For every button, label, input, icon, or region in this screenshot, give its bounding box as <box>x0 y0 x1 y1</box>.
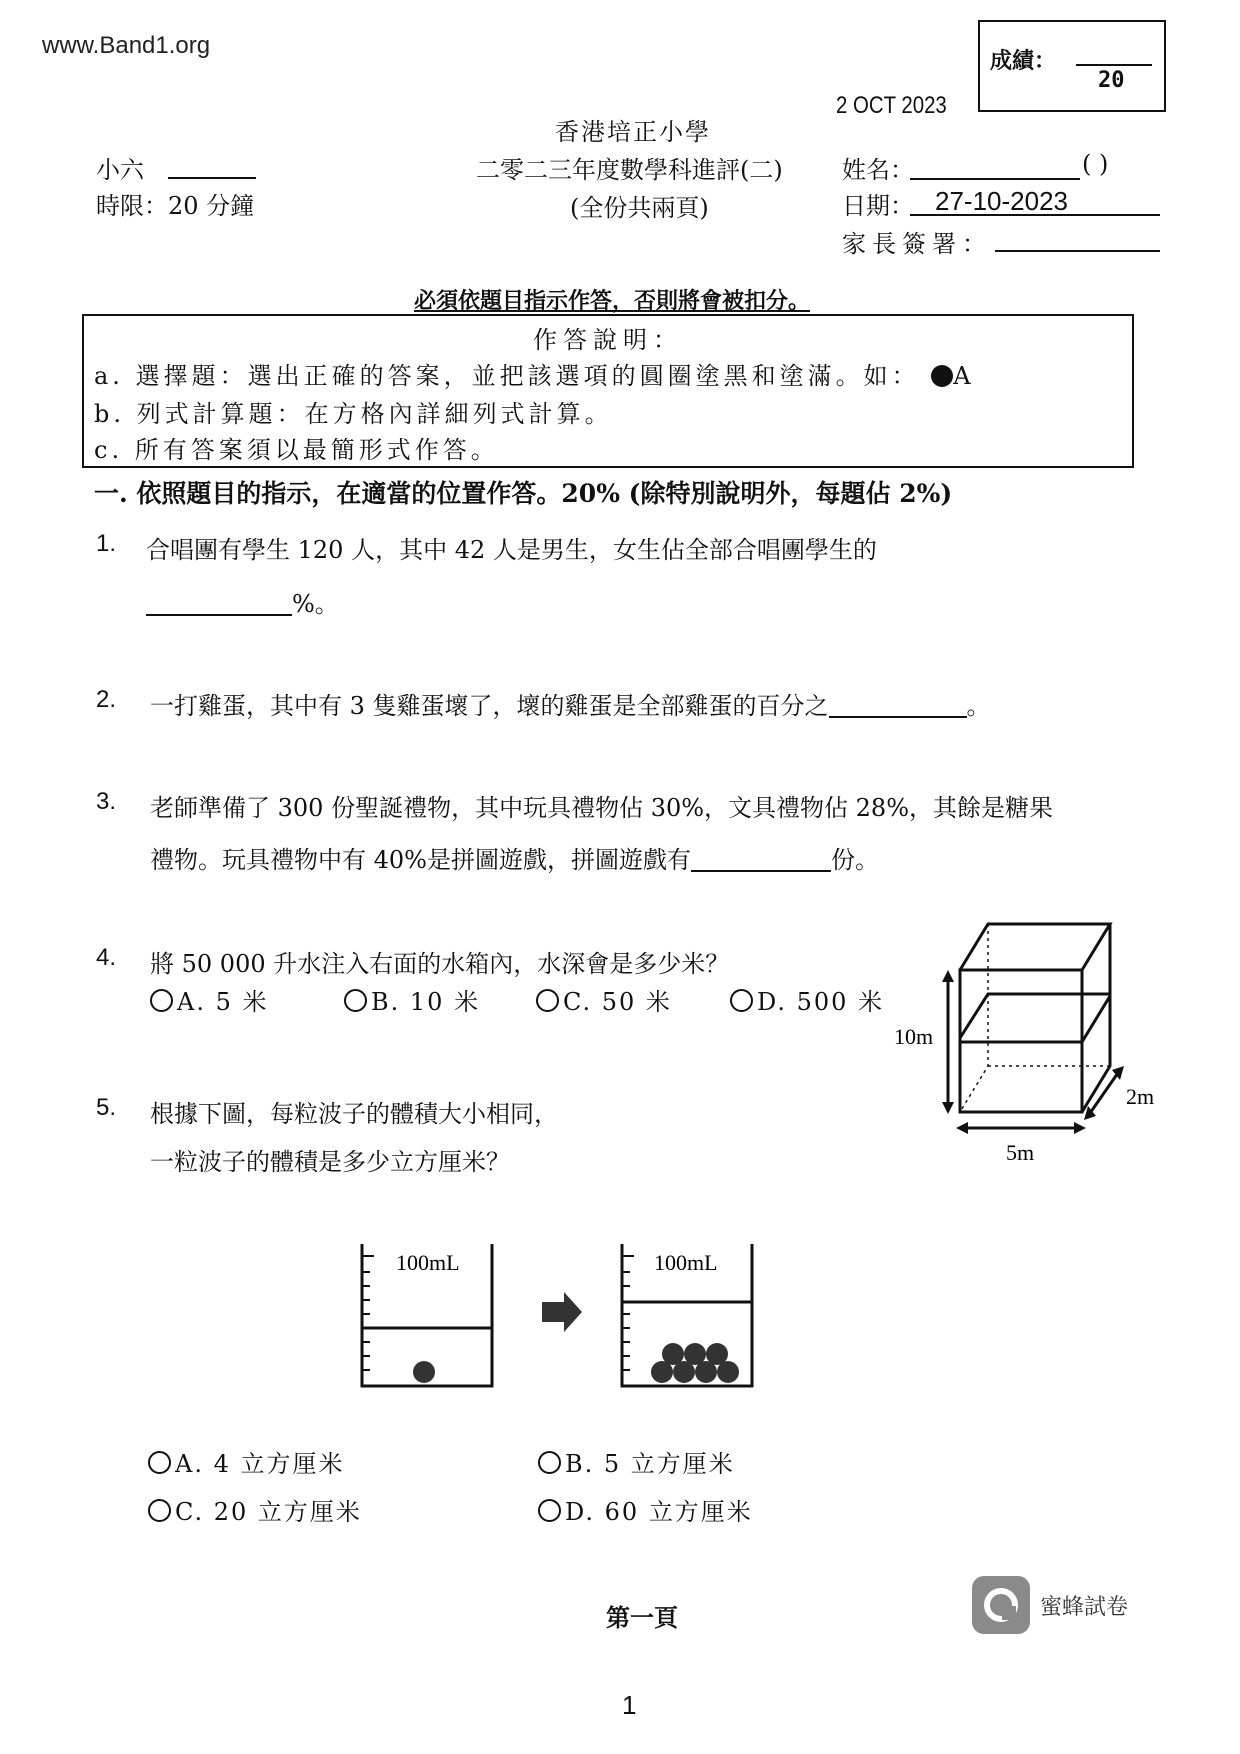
radio-circle-icon <box>150 989 173 1012</box>
grade-label: 小六 <box>96 156 144 184</box>
parent-sign-field[interactable] <box>995 250 1160 252</box>
arrow-right-icon <box>542 1292 582 1332</box>
radio-circle-icon <box>538 1499 561 1522</box>
instruction-b: b. 列式計算題：在方格內詳細列式計算。 <box>94 400 613 428</box>
q1-answer-line <box>146 584 339 619</box>
q1-number: 1. <box>96 530 117 557</box>
q2-number: 2. <box>96 686 117 713</box>
instructions-box <box>82 314 1134 468</box>
q2-suffix: 。 <box>966 692 991 720</box>
q4-option-d[interactable] <box>730 982 884 1017</box>
beaker-1-label: 100mL <box>396 1250 460 1275</box>
time-limit: 時限：20 分鐘 <box>96 192 255 220</box>
beakers-diagram <box>350 1234 770 1404</box>
q5-option-c[interactable] <box>148 1492 362 1527</box>
score-line <box>1076 64 1152 66</box>
q3-suffix: 份。 <box>830 846 879 874</box>
score-total: 20 <box>1098 68 1125 93</box>
source-url: www.Band1.org <box>42 32 211 59</box>
tank-depth-label: 2m <box>1126 1084 1155 1109</box>
q2-text: 一打雞蛋，其中有 3 隻雞蛋壞了，壞的雞蛋是全部雞蛋的百分之 <box>150 692 829 720</box>
pages-note: (全份共兩頁) <box>570 194 709 222</box>
score-box <box>978 20 1166 112</box>
q2-answer-blank[interactable] <box>829 692 967 718</box>
radio-circle-icon <box>536 989 559 1012</box>
q5-option-a-label: A. 4 立方厘米 <box>175 1450 345 1478</box>
q3-line1: 老師準備了 300 份聖誕禮物，其中玩具禮物佔 30%，文具禮物佔 28%，其餘是糖果 <box>150 794 1054 822</box>
date-value: 27-10-2023 <box>935 186 1068 216</box>
q5-number: 5. <box>96 1094 117 1121</box>
q3-number: 3. <box>96 788 117 815</box>
q2-text-line <box>150 686 991 721</box>
q4-number: 4. <box>96 944 117 971</box>
name-label: 姓名： <box>842 156 914 184</box>
q3-line2-text: 禮物。玩具禮物中有 40%是拼圖遊戲，拼圖遊戲有 <box>150 846 691 874</box>
instruction-a-text: a. 選擇題：選出正確的答案，並把該選項的圓圈塗黑和塗滿。如： <box>94 362 920 390</box>
q4-text: 將 50 000 升水注入右面的水箱內，水深會是多少米？ <box>150 950 730 978</box>
q5-line2: 一粒波子的體積是多少立方厘米？ <box>150 1148 510 1176</box>
q5-option-b-label: B. 5 立方厘米 <box>565 1450 735 1478</box>
q4-option-a[interactable] <box>150 982 269 1017</box>
brand-logo-glyph <box>972 1576 1030 1634</box>
score-label: 成績： <box>990 48 1057 74</box>
brand-logo-icon <box>972 1576 1030 1634</box>
q1-answer-blank[interactable] <box>146 590 292 616</box>
radio-circle-icon <box>148 1451 171 1474</box>
page-number: 1 <box>622 1690 637 1720</box>
q4-option-c-label: C. 50 米 <box>563 988 672 1016</box>
q5-option-a[interactable] <box>148 1444 345 1479</box>
q5-line1: 根據下圖，每粒波子的體積大小相同， <box>150 1100 558 1128</box>
radio-circle-icon <box>538 1451 561 1474</box>
q1-text: 合唱團有學生 120 人，其中 42 人是男生，女生佔全部合唱團學生的 <box>146 536 877 564</box>
warning-text: 必須依題目指示作答，否則將會被扣分。 <box>414 288 811 314</box>
brand-name: 蜜蜂試卷 <box>1040 1595 1129 1620</box>
q4-option-b[interactable] <box>344 982 480 1017</box>
radio-circle-icon <box>148 1499 171 1522</box>
name-field[interactable] <box>910 178 1080 180</box>
q5-option-d[interactable] <box>538 1492 753 1527</box>
radio-circle-icon <box>730 989 753 1012</box>
radio-circle-icon <box>344 989 367 1012</box>
class-blank[interactable] <box>168 177 256 179</box>
instruction-a <box>94 356 975 391</box>
section-heading: 一. 依照題目的指示，在適當的位置作答。20% (除特別說明外，每題佔 2%) <box>94 479 953 508</box>
beaker-2-label: 100mL <box>654 1250 718 1275</box>
q4-option-b-label: B. 10 米 <box>371 988 481 1016</box>
exam-title: 二零二三年度數學科進評(二) <box>476 156 783 184</box>
q4-option-a-label: A. 5 米 <box>177 988 269 1016</box>
q5-option-b[interactable] <box>538 1444 735 1479</box>
q4-option-d-label: D. 500 米 <box>757 988 885 1016</box>
instruction-a-example: A <box>953 362 975 390</box>
filled-circle-icon <box>931 365 953 387</box>
q3-line2 <box>150 840 879 875</box>
instruction-c: c. 所有答案須以最簡形式作答。 <box>94 436 499 464</box>
water-tank-diagram <box>880 910 1180 1170</box>
date-stamp: 2 OCT 2023 <box>836 92 947 119</box>
instructions-title: 作答說明： <box>533 326 683 354</box>
q1-suffix: %。 <box>292 590 339 618</box>
date-label: 日期： <box>842 192 914 220</box>
class-number-field[interactable]: ( ) <box>1082 150 1109 178</box>
marbles-group <box>651 1343 739 1383</box>
parent-sign-label: 家長簽署： <box>842 230 992 258</box>
q4-option-c[interactable] <box>536 982 672 1017</box>
q5-option-d-label: D. 60 立方厘米 <box>565 1498 753 1526</box>
marble <box>413 1361 435 1383</box>
tank-height-label: 10m <box>894 1024 934 1049</box>
school-name: 香港培正小學 <box>555 118 711 146</box>
q3-answer-blank[interactable] <box>691 846 831 872</box>
q5-option-c-label: C. 20 立方厘米 <box>175 1498 362 1526</box>
page-label: 第一頁 <box>606 1603 678 1632</box>
tank-width-label: 5m <box>1006 1140 1035 1165</box>
